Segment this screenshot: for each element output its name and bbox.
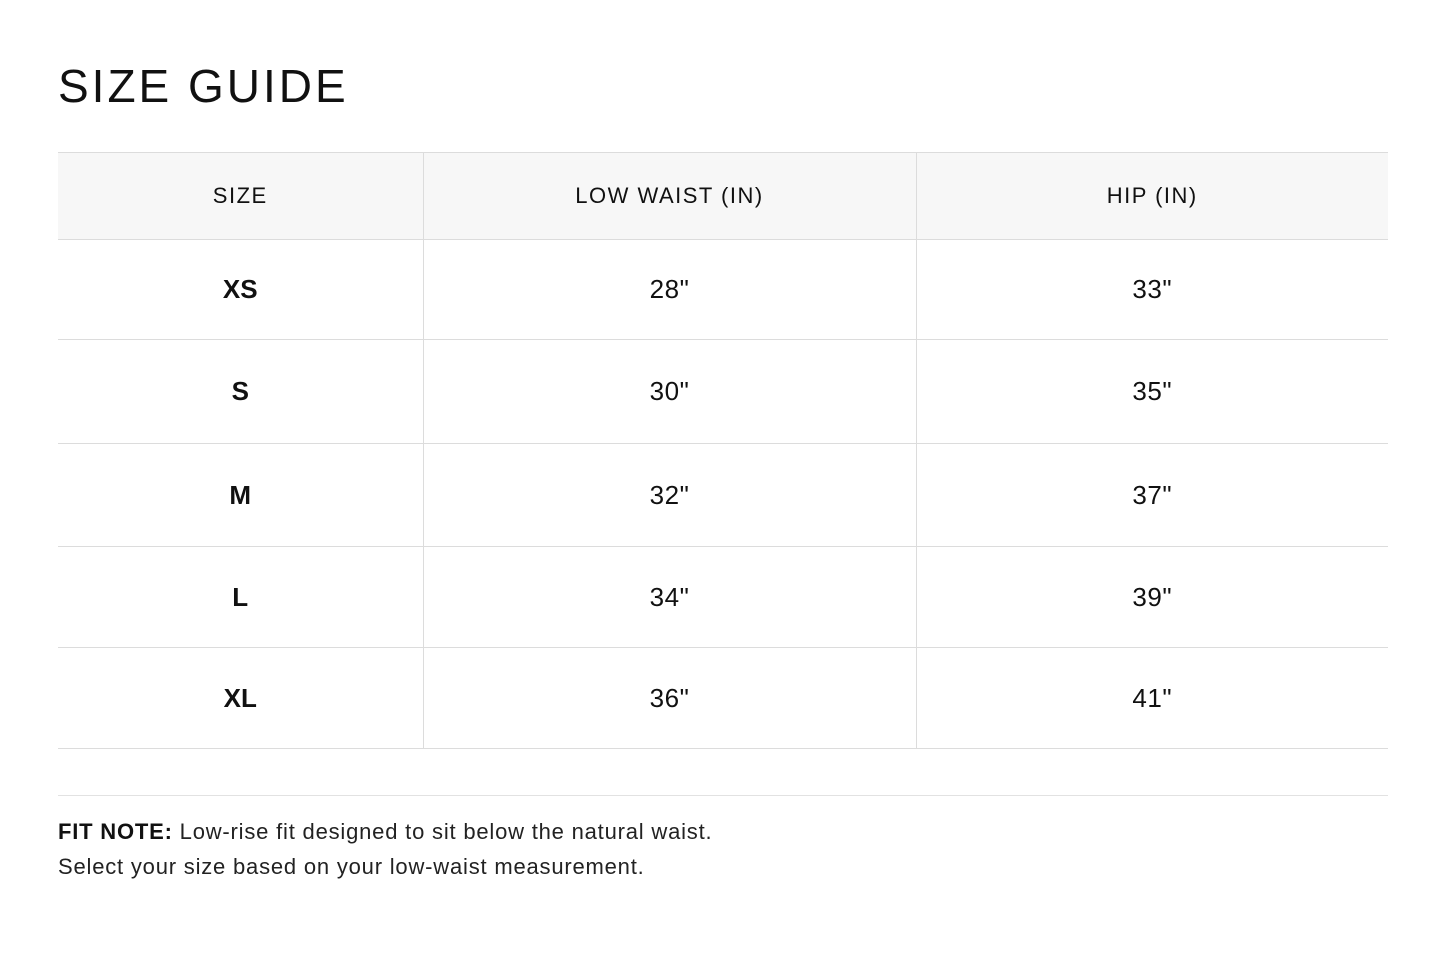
size-cell: M: [58, 444, 423, 547]
size-cell: L: [58, 547, 423, 648]
column-header-size: SIZE: [58, 153, 423, 240]
column-header-low-waist: LOW WAIST (IN): [423, 153, 916, 240]
hip-cell: 33": [916, 240, 1388, 340]
low-waist-cell: 32": [423, 444, 916, 547]
table-row: [58, 444, 1388, 547]
fit-note-line-2: Select your size based on your low-waist measurement.: [58, 854, 645, 879]
size-table: [58, 152, 1388, 749]
table-row: [58, 240, 1388, 340]
page-title: SIZE GUIDE: [58, 60, 349, 112]
size-cell: XL: [58, 648, 423, 749]
fit-note: [58, 814, 1358, 884]
column-header-hip: HIP (IN): [916, 153, 1388, 240]
hip-cell: 37": [916, 444, 1388, 547]
table-row: [58, 547, 1388, 648]
size-cell: S: [58, 340, 423, 444]
low-waist-cell: 36": [423, 648, 916, 749]
table-row: [58, 340, 1388, 444]
fit-note-label: FIT NOTE:: [58, 819, 173, 844]
table-header: [58, 153, 1388, 240]
hip-cell: 39": [916, 547, 1388, 648]
size-cell: XS: [58, 240, 423, 340]
table-body: [58, 240, 1388, 749]
low-waist-cell: 28": [423, 240, 916, 340]
section-divider: [58, 795, 1388, 796]
fit-note-text-1: Low-rise fit designed to sit below the natural waist.: [179, 819, 713, 844]
table-row: [58, 648, 1388, 749]
hip-cell: 41": [916, 648, 1388, 749]
hip-cell: 35": [916, 340, 1388, 444]
low-waist-cell: 30": [423, 340, 916, 444]
low-waist-cell: 34": [423, 547, 916, 648]
table-header-row: [58, 153, 1388, 240]
fit-note-line-1: [58, 814, 1358, 849]
